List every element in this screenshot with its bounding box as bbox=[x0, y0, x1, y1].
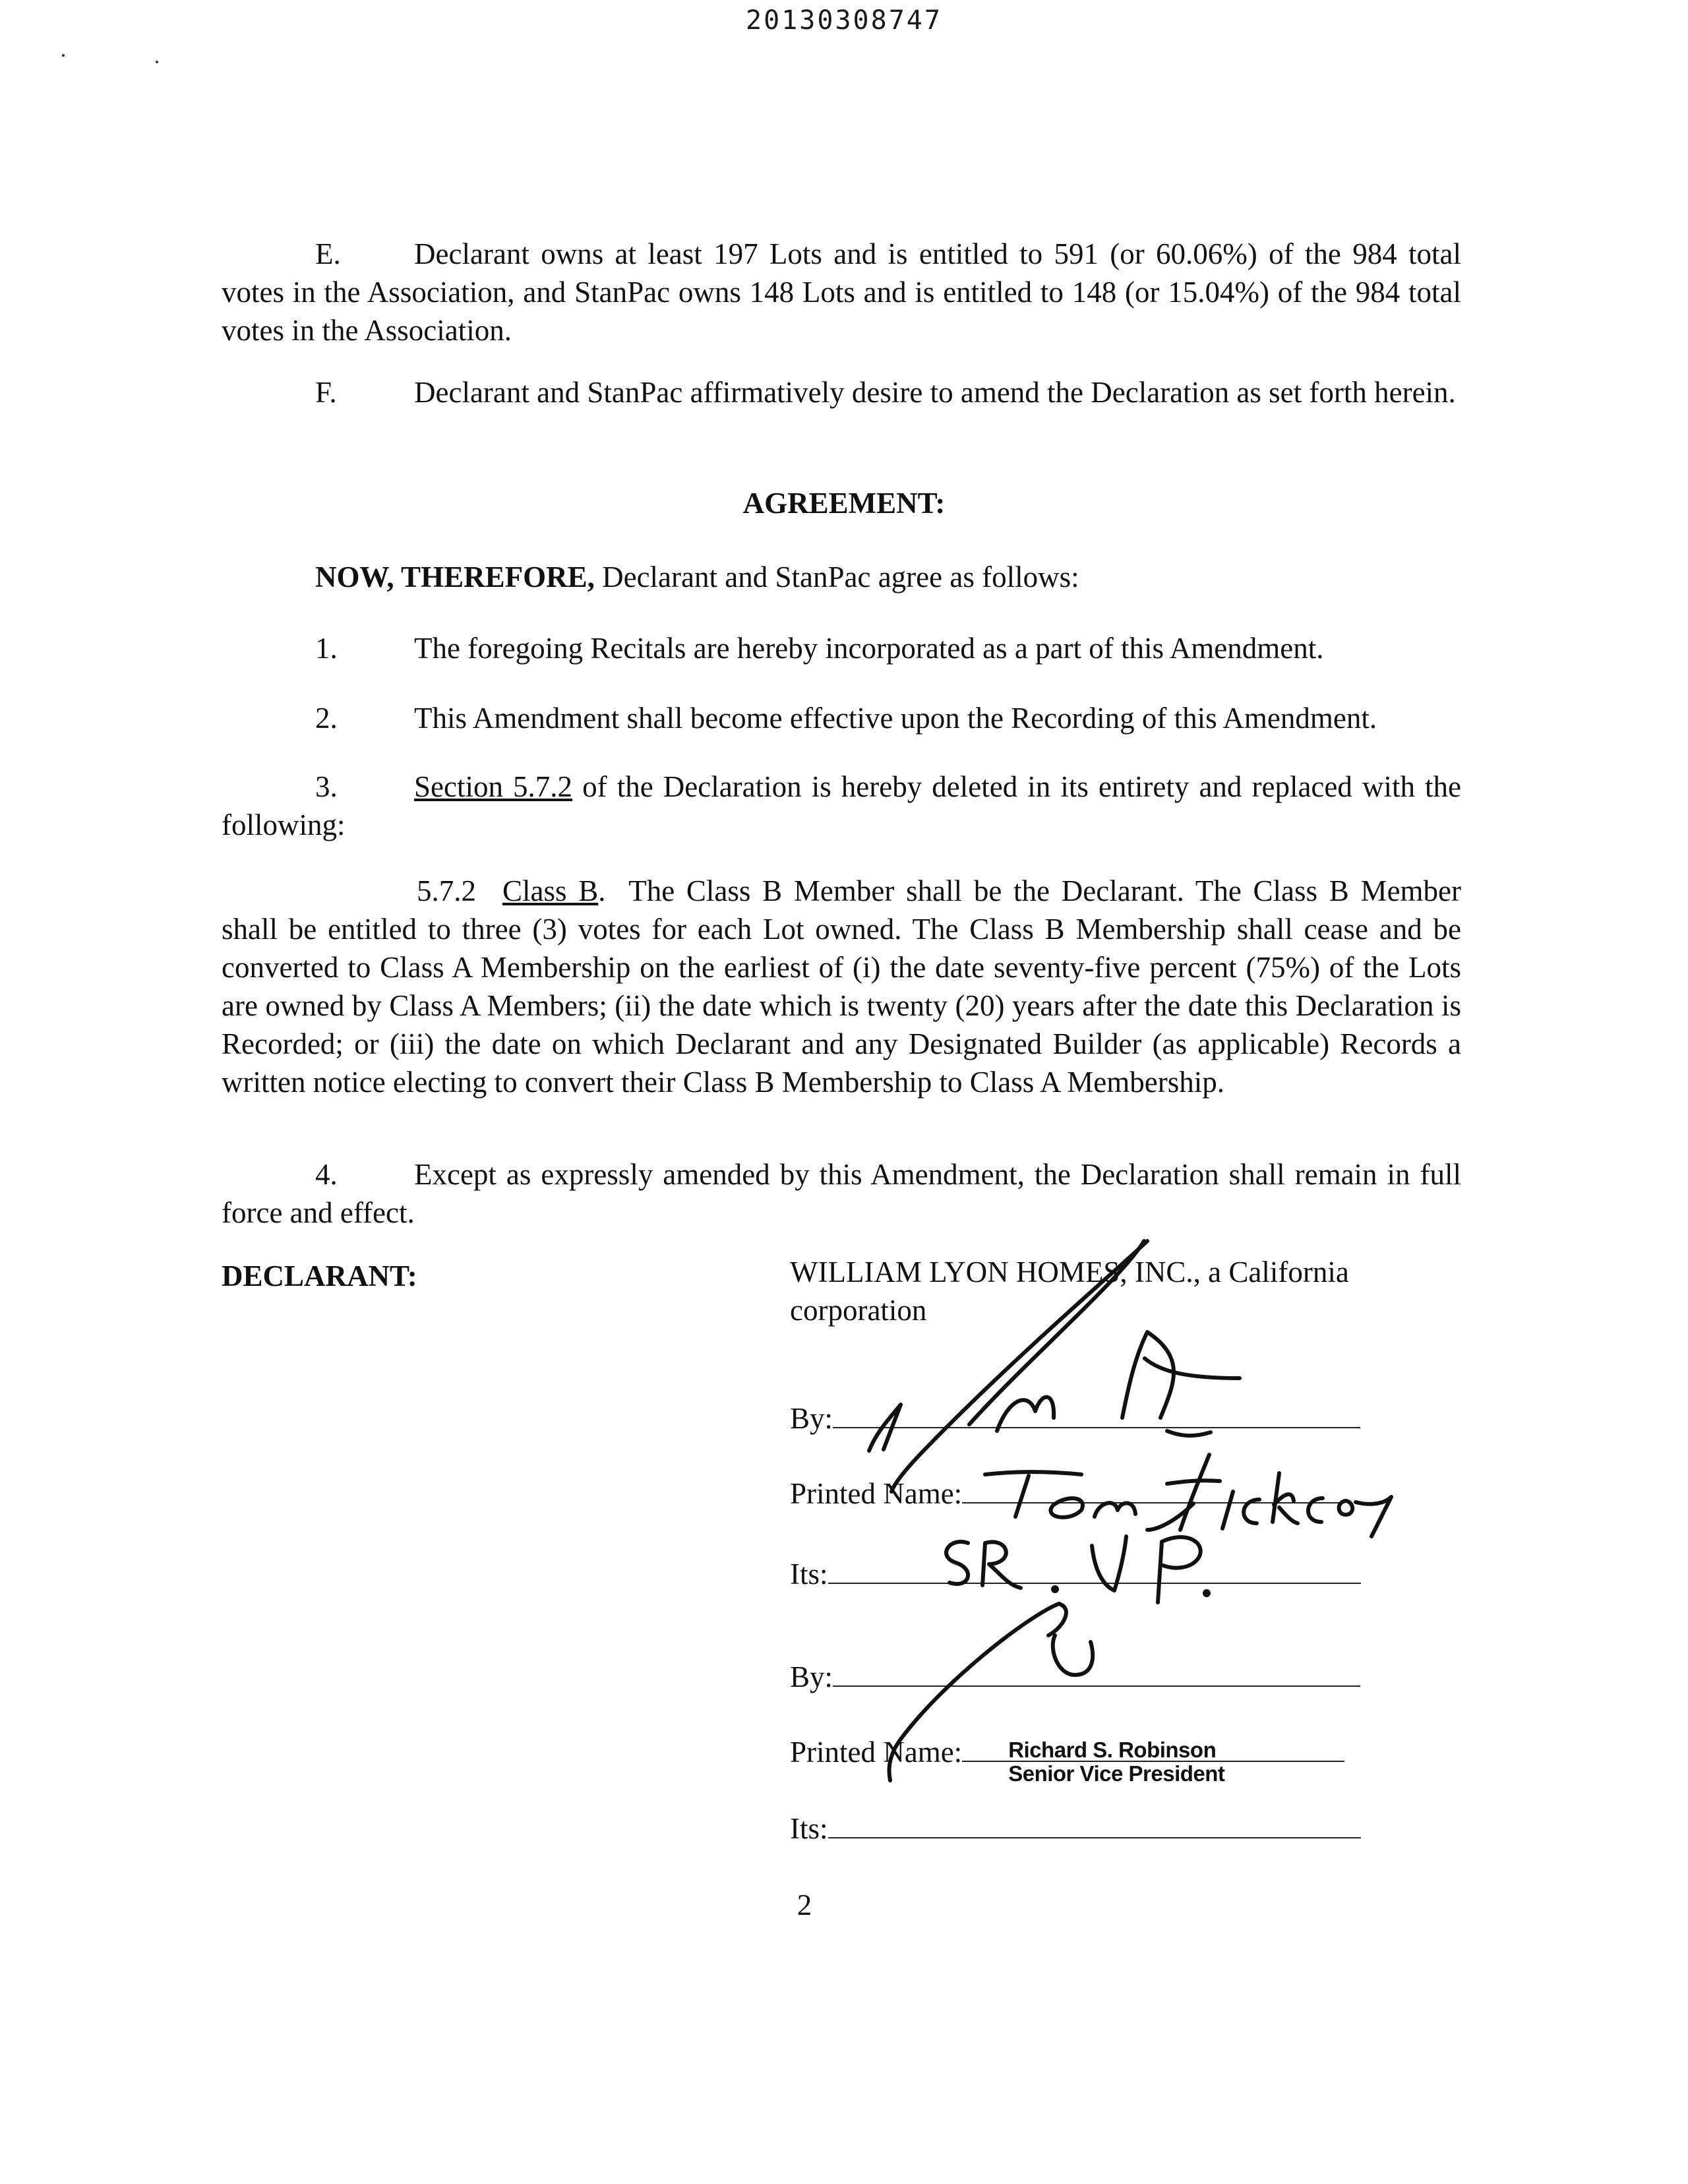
recital-f-text: Declarant and StanPac affirmatively desire to amend the Declaration as set forth herein. bbox=[414, 376, 1456, 409]
its-label: Its: bbox=[790, 1812, 828, 1845]
its-2 bbox=[790, 1807, 1370, 1848]
agreement-item-1 bbox=[222, 629, 1461, 667]
item-text: The foregoing Recitals are hereby incorporated as a part of this Amendment. bbox=[414, 632, 1324, 665]
recital-e bbox=[222, 235, 1461, 349]
section-5-7-2: 5.7.2 Class B. The Class B Member shall be the Declarant. The Class B Member shall be entitled to three (3) votes for each Lot owned. The Class B Membership shall cease and be converted to Class A Membership on the earliest of (i) the date seventy-five percent (75%) of the Lots are owned by Class A Members; (ii) the date which is twenty (20) years after the date this Declaration is Recorded; or (iii) the date on which Declarant and any Designated Builder (as applicable) Records a written notice electing to convert their Class B Membership to Class A Membership. bbox=[222, 872, 1461, 1101]
agreement-intro bbox=[222, 558, 1461, 596]
recital-e-label: E. bbox=[315, 237, 341, 270]
page-number: 2 bbox=[797, 1889, 812, 1922]
document-number: 20130308747 bbox=[746, 5, 942, 36]
signature-stroke bbox=[1048, 1604, 1066, 1635]
by-label: By: bbox=[790, 1402, 833, 1435]
printed-name-2 bbox=[790, 1730, 1383, 1786]
agreement-item-3 bbox=[222, 768, 1461, 844]
printed-name-label: Printed Name: bbox=[790, 1477, 963, 1510]
signature-line bbox=[833, 1655, 1360, 1687]
item-number: 4. bbox=[315, 1158, 338, 1191]
item-number: 3. bbox=[315, 770, 338, 803]
item-text: of the Declaration is hereby deleted in its entirety and replaced with the following: bbox=[222, 770, 1462, 841]
printed-name-1 bbox=[790, 1472, 1370, 1513]
section-number: 5.7.2 bbox=[417, 874, 476, 907]
item-text: Except as expressly amended by this Amendment, the Declaration shall remain in full force and effect. bbox=[222, 1158, 1461, 1229]
section-text: The Class B Member shall be the Declarant. The Class B Member shall be entitled to three (3) votes for each Lot owned. The Class B Membership shall cease and be converted to Class A Membership on the earliest of (i) the date seventy-five percent (75%) of the Lots are owned by Class A Members; (ii) the date which is twenty (20) years after the date this Declaration is Recorded; or (iii) the date on which Declarant and any Designated Builder (as applicable) Records a written notice electing to convert their Class B Membership to Class A Membership. bbox=[222, 874, 1461, 1099]
its-line bbox=[828, 1552, 1361, 1584]
recital-e-text: Declarant owns at least 197 Lots and is entitled to 591 (or 60.06%) of the 984 total votes in the Association, and StanPac owns 148 Lots and is entitled to 148 (or 15.04%) of the 984 total votes in the Association. bbox=[222, 237, 1461, 347]
signature-by-2 bbox=[790, 1655, 1370, 1696]
by-label: By: bbox=[790, 1660, 833, 1693]
agreement-item-4 bbox=[222, 1155, 1461, 1232]
item-number: 1. bbox=[315, 632, 338, 665]
its-line bbox=[828, 1807, 1361, 1838]
agreement-item-2 bbox=[222, 699, 1461, 737]
section-reference: Section 5.7.2 bbox=[414, 770, 573, 803]
stamped-name: Richard S. Robinson bbox=[1008, 1738, 1217, 1762]
scan-speck bbox=[62, 54, 65, 57]
printed-name-label: Printed Name: bbox=[790, 1736, 963, 1769]
recital-f bbox=[222, 373, 1461, 411]
agreement-heading: AGREEMENT: bbox=[742, 487, 946, 520]
its-1 bbox=[790, 1552, 1370, 1593]
its-label: Its: bbox=[790, 1558, 828, 1591]
signature-by-1 bbox=[790, 1397, 1370, 1438]
scan-speck bbox=[156, 61, 158, 63]
stamped-title: Senior Vice President bbox=[1008, 1761, 1225, 1786]
item-number: 2. bbox=[315, 702, 338, 735]
entity-name: WILLIAM LYON HOMES, INC., a California corporation bbox=[790, 1256, 1349, 1327]
agreement-intro-bold: NOW, THEREFORE, bbox=[315, 561, 595, 593]
declarant-label: DECLARANT: bbox=[222, 1259, 417, 1292]
recital-f-label: F. bbox=[315, 376, 337, 409]
printed-name-line bbox=[962, 1472, 1344, 1503]
signature-line bbox=[833, 1397, 1360, 1428]
agreement-intro-rest: Declarant and StanPac agree as follows: bbox=[602, 561, 1079, 593]
section-title: Class B bbox=[502, 874, 599, 907]
item-text: This Amendment shall become effective upon the Recording of this Amendment. bbox=[414, 702, 1377, 735]
signature-stroke bbox=[1145, 1358, 1240, 1378]
